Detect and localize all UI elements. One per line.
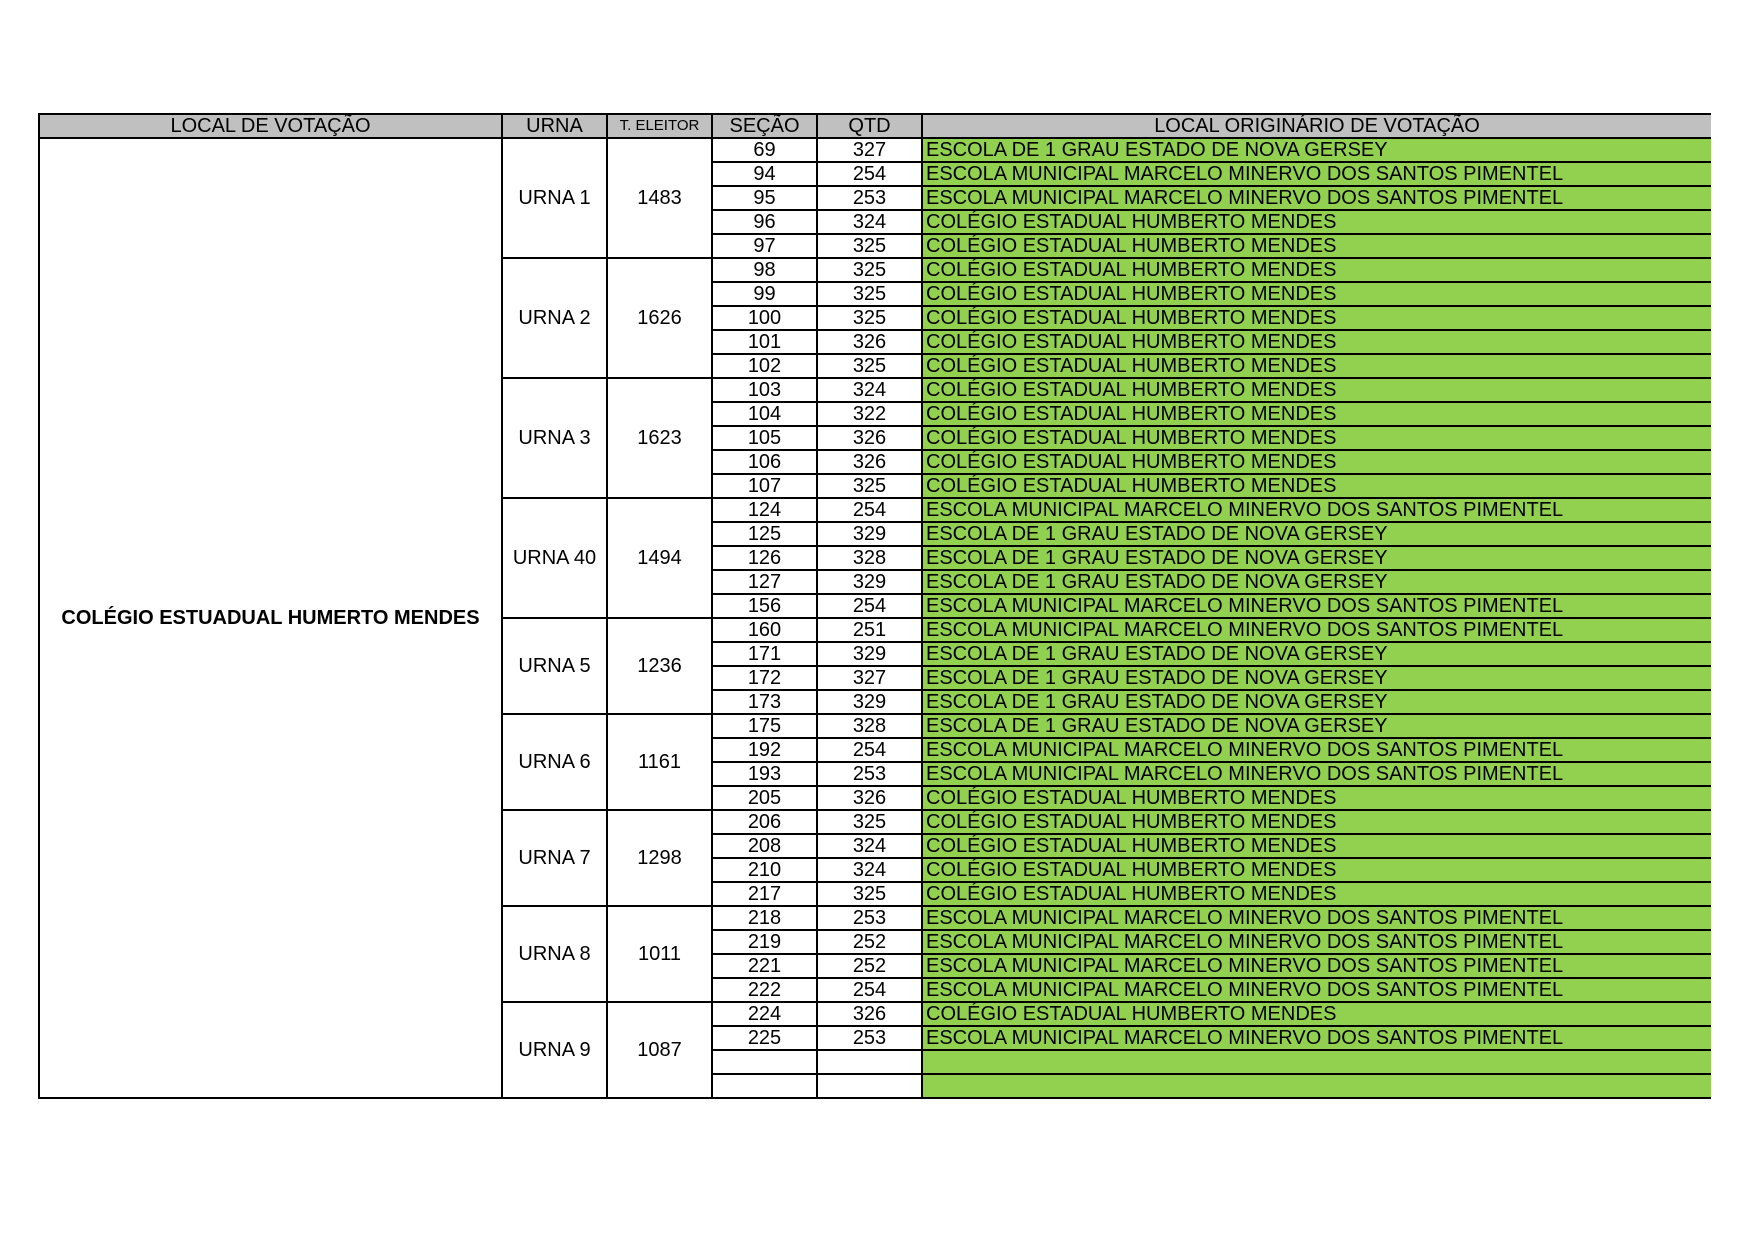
qtd-cell: 326 [817, 1002, 922, 1026]
t-eleitor-cell: 1087 [607, 1002, 712, 1098]
qtd-cell: 254 [817, 738, 922, 762]
qtd-cell: 329 [817, 570, 922, 594]
local-originario-cell: COLÉGIO ESTADUAL HUMBERTO MENDES [922, 378, 1711, 402]
local-originario-cell: COLÉGIO ESTADUAL HUMBERTO MENDES [922, 354, 1711, 378]
secao-cell: 172 [712, 666, 817, 690]
qtd-cell: 324 [817, 834, 922, 858]
local-originario-cell: ESCOLA MUNICIPAL MARCELO MINERVO DOS SANTOS PIMENTEL [922, 906, 1711, 930]
secao-cell: 95 [712, 186, 817, 210]
secao-cell: 217 [712, 882, 817, 906]
urna-cell: URNA 3 [502, 378, 607, 498]
local-originario-cell: ESCOLA MUNICIPAL MARCELO MINERVO DOS SANTOS PIMENTEL [922, 978, 1711, 1002]
qtd-cell: 329 [817, 690, 922, 714]
local-originario-cell: COLÉGIO ESTADUAL HUMBERTO MENDES [922, 306, 1711, 330]
local-originario-cell: COLÉGIO ESTADUAL HUMBERTO MENDES [922, 882, 1711, 906]
qtd-cell: 253 [817, 1026, 922, 1050]
header-row [39, 114, 1711, 138]
qtd-cell: 325 [817, 234, 922, 258]
qtd-cell: 253 [817, 186, 922, 210]
qtd-cell: 325 [817, 258, 922, 282]
qtd-cell: 329 [817, 522, 922, 546]
local-originario-cell: COLÉGIO ESTADUAL HUMBERTO MENDES [922, 450, 1711, 474]
local-originario-cell: COLÉGIO ESTADUAL HUMBERTO MENDES [922, 330, 1711, 354]
local-originario-cell: COLÉGIO ESTADUAL HUMBERTO MENDES [922, 282, 1711, 306]
qtd-cell: 322 [817, 402, 922, 426]
qtd-cell: 254 [817, 594, 922, 618]
urna-cell: URNA 1 [502, 138, 607, 258]
local-originario-cell: COLÉGIO ESTADUAL HUMBERTO MENDES [922, 210, 1711, 234]
urna-cell: URNA 2 [502, 258, 607, 378]
urna-cell: URNA 8 [502, 906, 607, 1002]
qtd-cell: 252 [817, 930, 922, 954]
local-originario-cell: ESCOLA MUNICIPAL MARCELO MINERVO DOS SANTOS PIMENTEL [922, 930, 1711, 954]
header-local-originario: LOCAL ORIGINÁRIO DE VOTAÇÃO [922, 114, 1711, 138]
local-originario-cell: ESCOLA MUNICIPAL MARCELO MINERVO DOS SANTOS PIMENTEL [922, 954, 1711, 978]
secao-cell: 105 [712, 426, 817, 450]
secao-cell: 126 [712, 546, 817, 570]
qtd-cell: 325 [817, 282, 922, 306]
t-eleitor-cell: 1011 [607, 906, 712, 1002]
local-originario-cell: ESCOLA DE 1 GRAU ESTADO DE NOVA GERSEY [922, 666, 1711, 690]
urna-cell: URNA 40 [502, 498, 607, 618]
qtd-cell [817, 1074, 922, 1098]
secao-cell: 225 [712, 1026, 817, 1050]
local-originario-cell: COLÉGIO ESTADUAL HUMBERTO MENDES [922, 234, 1711, 258]
secao-cell: 175 [712, 714, 817, 738]
qtd-cell: 325 [817, 810, 922, 834]
local-originario-cell: COLÉGIO ESTADUAL HUMBERTO MENDES [922, 786, 1711, 810]
local-originario-cell: ESCOLA DE 1 GRAU ESTADO DE NOVA GERSEY [922, 138, 1711, 162]
qtd-cell: 253 [817, 762, 922, 786]
secao-cell: 156 [712, 594, 817, 618]
secao-cell: 125 [712, 522, 817, 546]
t-eleitor-cell: 1494 [607, 498, 712, 618]
qtd-cell: 325 [817, 882, 922, 906]
urna-cell: URNA 6 [502, 714, 607, 810]
qtd-cell: 254 [817, 498, 922, 522]
secao-cell: 221 [712, 954, 817, 978]
secao-cell: 124 [712, 498, 817, 522]
qtd-cell: 326 [817, 450, 922, 474]
local-originario-cell: COLÉGIO ESTADUAL HUMBERTO MENDES [922, 834, 1711, 858]
t-eleitor-cell: 1161 [607, 714, 712, 810]
local-originario-cell: ESCOLA MUNICIPAL MARCELO MINERVO DOS SANTOS PIMENTEL [922, 498, 1711, 522]
local-originario-cell: ESCOLA MUNICIPAL MARCELO MINERVO DOS SANTOS PIMENTEL [922, 1026, 1711, 1050]
local-originario-cell: ESCOLA DE 1 GRAU ESTADO DE NOVA GERSEY [922, 642, 1711, 666]
secao-cell: 192 [712, 738, 817, 762]
local-originario-cell: ESCOLA MUNICIPAL MARCELO MINERVO DOS SANTOS PIMENTEL [922, 762, 1711, 786]
qtd-cell: 324 [817, 210, 922, 234]
secao-cell: 205 [712, 786, 817, 810]
secao-cell: 210 [712, 858, 817, 882]
local-originario-cell: COLÉGIO ESTADUAL HUMBERTO MENDES [922, 258, 1711, 282]
secao-cell: 101 [712, 330, 817, 354]
local-originario-cell: COLÉGIO ESTADUAL HUMBERTO MENDES [922, 426, 1711, 450]
qtd-cell: 327 [817, 138, 922, 162]
t-eleitor-cell: 1483 [607, 138, 712, 258]
voting-table [38, 113, 1711, 1099]
qtd-cell: 326 [817, 786, 922, 810]
t-eleitor-cell: 1623 [607, 378, 712, 498]
secao-cell: 96 [712, 210, 817, 234]
qtd-cell: 325 [817, 306, 922, 330]
local-originario-cell: COLÉGIO ESTADUAL HUMBERTO MENDES [922, 474, 1711, 498]
qtd-cell: 326 [817, 330, 922, 354]
local-originario-cell: ESCOLA MUNICIPAL MARCELO MINERVO DOS SANTOS PIMENTEL [922, 738, 1711, 762]
table-body [39, 138, 1711, 1098]
secao-cell: 98 [712, 258, 817, 282]
table-row [39, 138, 1711, 162]
secao-cell [712, 1074, 817, 1098]
qtd-cell: 252 [817, 954, 922, 978]
qtd-cell: 325 [817, 474, 922, 498]
secao-cell: 219 [712, 930, 817, 954]
secao-cell: 160 [712, 618, 817, 642]
local-originario-cell: ESCOLA MUNICIPAL MARCELO MINERVO DOS SANTOS PIMENTEL [922, 618, 1711, 642]
secao-cell: 193 [712, 762, 817, 786]
t-eleitor-cell: 1298 [607, 810, 712, 906]
local-originario-cell: ESCOLA MUNICIPAL MARCELO MINERVO DOS SANTOS PIMENTEL [922, 186, 1711, 210]
local-originario-cell [922, 1050, 1711, 1074]
header-qtd: QTD [817, 114, 922, 138]
local-originario-cell: ESCOLA DE 1 GRAU ESTADO DE NOVA GERSEY [922, 714, 1711, 738]
secao-cell: 104 [712, 402, 817, 426]
t-eleitor-cell: 1626 [607, 258, 712, 378]
secao-cell: 99 [712, 282, 817, 306]
secao-cell: 102 [712, 354, 817, 378]
secao-cell: 206 [712, 810, 817, 834]
local-originario-cell: COLÉGIO ESTADUAL HUMBERTO MENDES [922, 402, 1711, 426]
qtd-cell: 324 [817, 858, 922, 882]
secao-cell: 100 [712, 306, 817, 330]
local-originario-cell: ESCOLA MUNICIPAL MARCELO MINERVO DOS SANTOS PIMENTEL [922, 594, 1711, 618]
local-originario-cell: ESCOLA DE 1 GRAU ESTADO DE NOVA GERSEY [922, 546, 1711, 570]
secao-cell: 103 [712, 378, 817, 402]
header-secao: SEÇÃO [712, 114, 817, 138]
local-originario-cell: COLÉGIO ESTADUAL HUMBERTO MENDES [922, 1002, 1711, 1026]
qtd-cell: 329 [817, 642, 922, 666]
secao-cell: 127 [712, 570, 817, 594]
voting-table-sheet [38, 113, 1711, 1115]
urna-cell: URNA 9 [502, 1002, 607, 1098]
local-originario-cell [922, 1074, 1711, 1098]
secao-cell: 222 [712, 978, 817, 1002]
qtd-cell: 327 [817, 666, 922, 690]
qtd-cell: 328 [817, 546, 922, 570]
qtd-cell: 324 [817, 378, 922, 402]
secao-cell: 107 [712, 474, 817, 498]
header-t-eleitor: T. ELEITOR [607, 114, 712, 138]
local-originario-cell: ESCOLA DE 1 GRAU ESTADO DE NOVA GERSEY [922, 690, 1711, 714]
secao-cell: 173 [712, 690, 817, 714]
qtd-cell: 254 [817, 162, 922, 186]
secao-cell: 224 [712, 1002, 817, 1026]
qtd-cell: 251 [817, 618, 922, 642]
secao-cell: 69 [712, 138, 817, 162]
qtd-cell: 253 [817, 906, 922, 930]
local-votacao-cell: COLÉGIO ESTUADUAL HUMERTO MENDES [39, 138, 502, 1098]
urna-cell: URNA 7 [502, 810, 607, 906]
qtd-cell: 254 [817, 978, 922, 1002]
qtd-cell [817, 1050, 922, 1074]
secao-cell: 171 [712, 642, 817, 666]
qtd-cell: 328 [817, 714, 922, 738]
secao-cell: 106 [712, 450, 817, 474]
secao-cell: 208 [712, 834, 817, 858]
qtd-cell: 325 [817, 354, 922, 378]
urna-cell: URNA 5 [502, 618, 607, 714]
header-urna: URNA [502, 114, 607, 138]
secao-cell: 218 [712, 906, 817, 930]
qtd-cell: 326 [817, 426, 922, 450]
local-originario-cell: COLÉGIO ESTADUAL HUMBERTO MENDES [922, 810, 1711, 834]
secao-cell [712, 1050, 817, 1074]
local-originario-cell: COLÉGIO ESTADUAL HUMBERTO MENDES [922, 858, 1711, 882]
local-originario-cell: ESCOLA DE 1 GRAU ESTADO DE NOVA GERSEY [922, 570, 1711, 594]
header-local-votacao: LOCAL DE VOTAÇÃO [39, 114, 502, 138]
local-originario-cell: ESCOLA DE 1 GRAU ESTADO DE NOVA GERSEY [922, 522, 1711, 546]
local-originario-cell: ESCOLA MUNICIPAL MARCELO MINERVO DOS SANTOS PIMENTEL [922, 162, 1711, 186]
secao-cell: 97 [712, 234, 817, 258]
t-eleitor-cell: 1236 [607, 618, 712, 714]
secao-cell: 94 [712, 162, 817, 186]
